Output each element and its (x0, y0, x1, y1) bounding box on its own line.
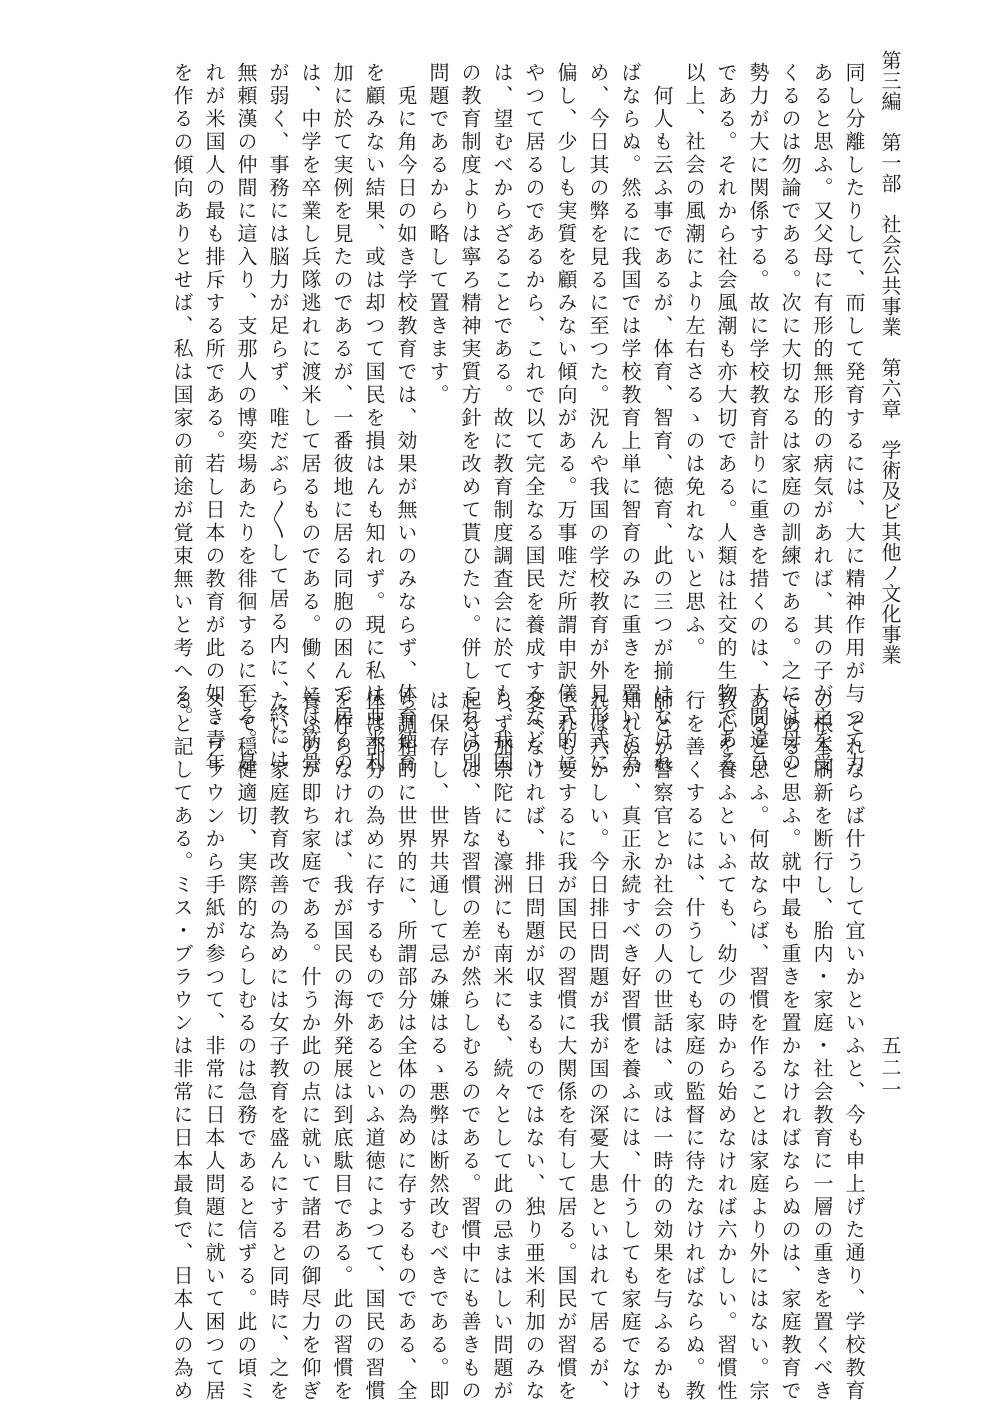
text-column: それならば什うして宜いかといふと、今も申上げた通り、学校教育 (842, 690, 866, 1403)
text-column: 師とか警察官とか社会の人の世話は、或は一時的の効果を与ふるかも (650, 690, 674, 1403)
text-column: は、望むべからざることである。故に教育制度調査会に於ても、我国 (490, 62, 514, 775)
running-header: 第三編 第一部 社会公共事業 第六章 学術及ビ其他ノ文化事業 (878, 50, 902, 665)
text-column: あると思ふ。何故ならば、習慣を作ることは家庭より外にはない。宗 (746, 690, 770, 1403)
text-column: を顧みない結果、或は却つて国民を損はんも知れず。現に私は亜米利 (362, 62, 386, 775)
text-column: 問題であるから略して置きます。 (426, 62, 450, 407)
text-column: 以上、社会の風潮により左右さるゝのは免れないと思ふ。 (682, 62, 706, 660)
text-column: の教育制度よりは寧ろ精神実質方針を改めて貰ひたい。併しこれは別 (458, 62, 482, 775)
text-column: 体は部分の為めに存するものであるといふ道徳によつて、国民の習慣 (362, 690, 386, 1403)
text-column: 行を善くするには、什うしても家庭の監督に待たなければならぬ。教 (682, 690, 706, 1403)
text-column: 変へなければ、排日問題が収まるものではない、独り亜米利加のみな (522, 690, 546, 1403)
text-column: やつて居るのであるから、これで以て完全なる国民を養成するなどゝ (522, 62, 546, 775)
text-column: 兎に角今日の如き学校教育では、効果が無いのみならず、体育徳育 (394, 62, 418, 775)
text-column: は、中学を卒業し兵隊逃れに渡米して居るものである。働くには筋骨 (298, 62, 322, 775)
text-column: 教心を養ふといふても、幼少の時から始めなければ六かしい。習慣性 (714, 690, 738, 1403)
text-column: して穏健適切、実際的ならしむるのは急務であると信ずる。此の頃ミ (234, 690, 258, 1403)
text-column: たい。家庭教育改善の為めには女子教育を盛んにすると同時に、之を (266, 690, 290, 1403)
text-column: 何人も云ふ事であるが、体育、智育、徳育、此の三つが揃はなけれ (650, 62, 674, 775)
text-column: 起るのは、皆な習慣の差が然らしむるのである。習慣中にも善きもの (458, 690, 482, 1403)
text-column: れが米国人の最も排斥する所である。若し日本の教育が此の如き青年 (202, 62, 226, 775)
text-column: 偏し、少しも実質を顧みない傾向がある。万事唯だ所謂申訳儀式的に (554, 62, 578, 775)
text-column: ると記してある。ミス・ブラウンは非常に日本最負で、日本人の為め (170, 690, 194, 1403)
text-column: あると思ふ。又父母に有形的無形的の病気があれば、其の子が之を受 (810, 62, 834, 775)
text-column: 知れぬが、真正永続すべき好習慣を養ふには、什うしても家庭でなけ (618, 690, 642, 1403)
text-block-lower (80, 690, 870, 1403)
text-column: 養ふのが即ち家庭である。什うか此の点に就いて諸君の御尽力を仰ぎ (298, 690, 322, 1403)
text-block-upper (80, 62, 870, 775)
text-column: くるのは勿論である。次に大切なるは家庭の訓練である。之には母の (778, 62, 802, 775)
text-column: ばならぬ。然るに我国では学校教育上単に智育のみに重きを置いた為 (618, 62, 642, 775)
text-column: らず加奈陀にも濠洲にも南米にも、続々として此の忌まはしい問題が (490, 690, 514, 1403)
text-column: 加に於て実例を見たのであるが、一番彼地に居る同胞の困んで居るの (330, 62, 354, 775)
text-column: 無頼漢の仲間に這入り、支那人の博奕場あたりを徘徊するに至る。是 (234, 62, 258, 775)
text-column: は保存し、世界共通して忌み嫌はるゝ悪弊は断然改むべきである。即 (426, 690, 450, 1403)
text-column: これも要するに我が国民の習慣に大関係を有して居る。国民が習慣を (554, 690, 578, 1403)
text-column: ち調和的に世界的に、所謂部分は全体の為めに存するものである、全 (394, 690, 418, 1403)
text-column: であると思ふ。就中最も重きを置かなければならぬのは、家庭教育で (778, 690, 802, 1403)
text-column: を作らなければ、我が国民の海外発展は到底駄目である。此の習慣を (330, 690, 354, 1403)
text-column: の根本刷新を断行し、胎内・家庭・社会教育に一層の重きを置くべき (810, 690, 834, 1403)
text-column: ス・ブラウンから手紙が参つて、非常に日本人問題に就いて困つて居 (202, 690, 226, 1403)
text-column: 同し分離したりして、而して発育するには、大に精神作用が与つて力 (842, 62, 866, 775)
text-column: れば六かしい。今日排日問題が我が国の深憂大患といはれて居るが、 (586, 690, 610, 1403)
text-column: め、今日其の弊を見るに至つた。況んや我国の学校教育が外見形式に (586, 62, 610, 775)
text-column: 勢力が大に関係する。故に学校教育計りに重きを措くのは、大間違ひ (746, 62, 770, 775)
page-number: 五二一 (878, 1035, 902, 1101)
text-column: が弱く、事務には脳力が足らず、唯だぶら〳〵して居る内に、終には (266, 62, 290, 772)
text-column: を作るの傾向ありとせば、私は国家の前途が覚束無いと考へる。 (170, 62, 194, 729)
text-column: である。それから社会風潮も亦大切である。人類は社交的生物である (714, 62, 738, 775)
